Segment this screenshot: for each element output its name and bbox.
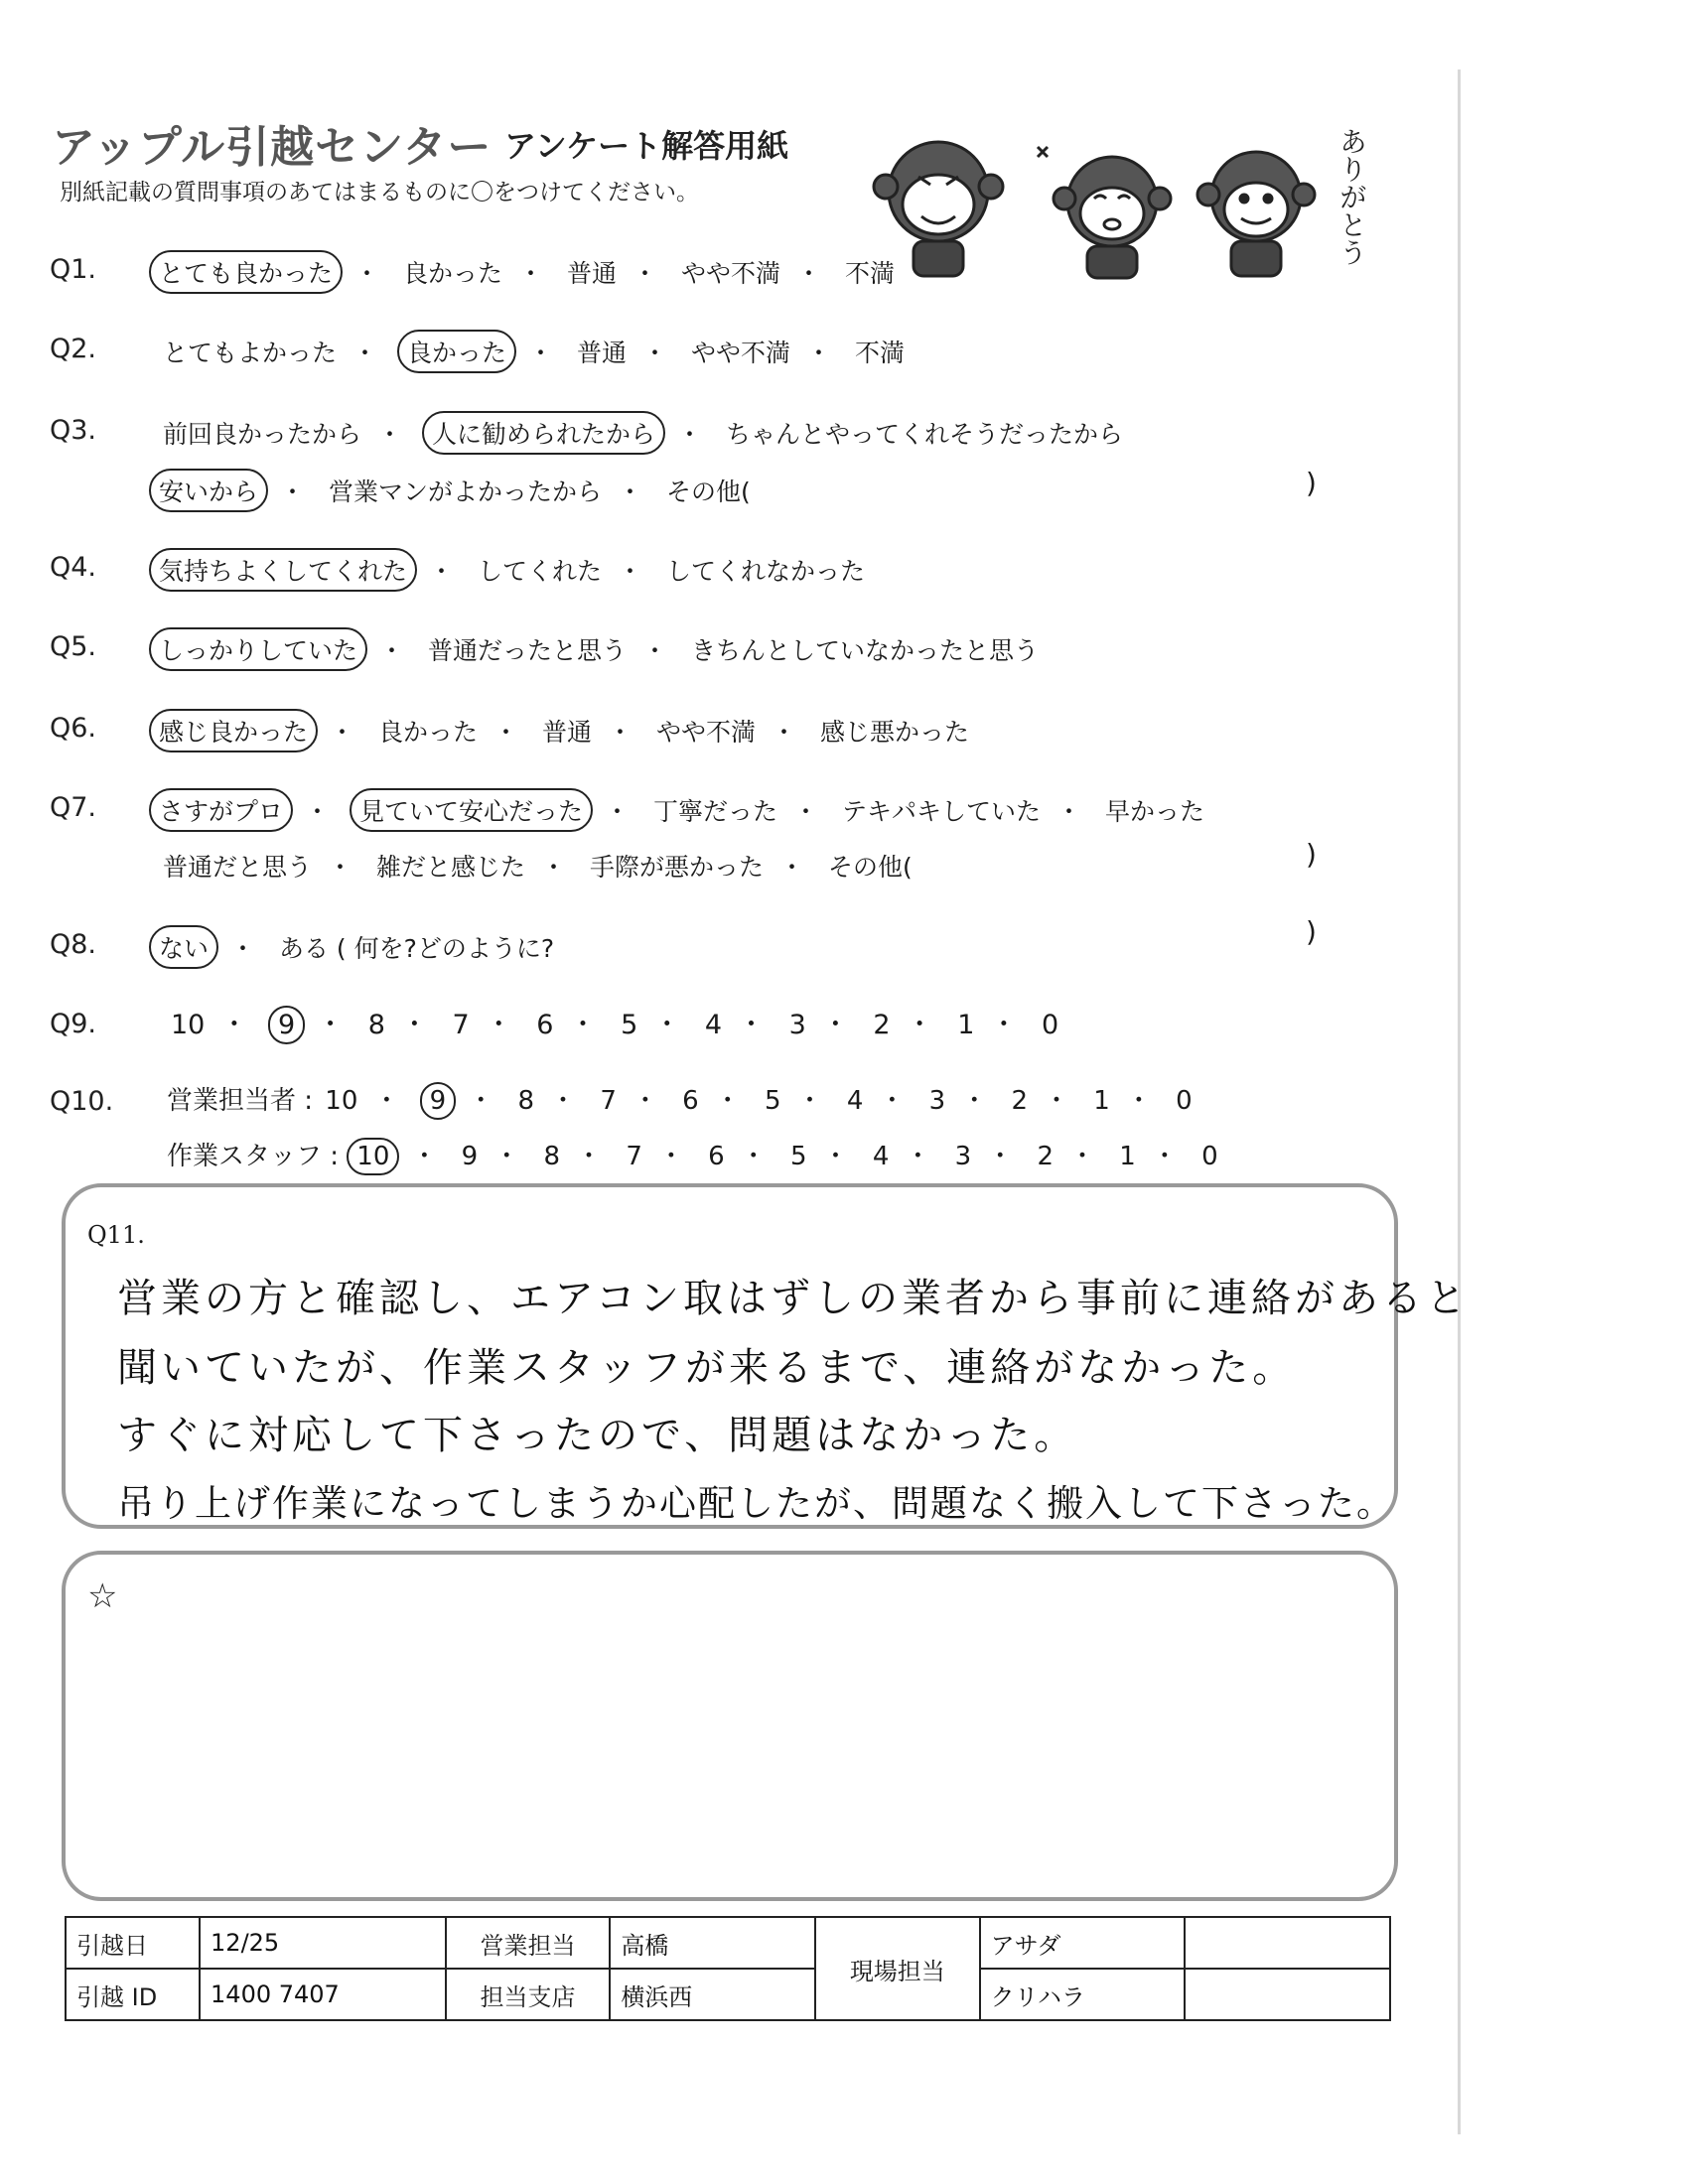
q3-option-selected[interactable]: 人に勧められたから [422, 411, 665, 455]
q11-line: 聞いていたが、作業スタッフが来るまで、連絡がなかった。 [117, 1345, 1297, 1391]
q9-score[interactable]: 2 [873, 1010, 891, 1040]
field-staff-extra-cell[interactable] [1185, 1917, 1390, 1969]
free-comment-box[interactable] [62, 1551, 1398, 1901]
field-staff-label: 現場担当 [815, 1917, 980, 2020]
q11-label: Q11. [87, 1221, 145, 1249]
form-subtitle: アンケート解答用紙 [504, 127, 789, 165]
q1-option[interactable]: 不満 [844, 259, 895, 288]
q2-option[interactable]: 不満 [854, 339, 905, 367]
q10-staff-score[interactable]: 9 [461, 1142, 479, 1171]
monkey-mascot-right-icon [1197, 152, 1315, 276]
q10-sales-score[interactable]: 4 [846, 1086, 864, 1116]
q5-number: Q5. [50, 631, 97, 662]
q6-option[interactable]: 良かった [377, 718, 478, 747]
q2-option[interactable]: とてもよかった [163, 339, 338, 367]
q3-option[interactable]: 営業マンがよかったから [328, 478, 602, 506]
move-id-label: 引越 ID [66, 1969, 200, 2020]
sales-rep-label: 営業担当 [446, 1917, 611, 1969]
q10-sales-score[interactable]: 8 [517, 1086, 535, 1116]
q10-sales-label: 営業担当者 : [167, 1086, 314, 1116]
q6-option[interactable]: やや不満 [655, 718, 756, 747]
q2-options: とてもよかった ・ 良かった ・ 普通 ・ やや不満 ・ 不満 [159, 330, 909, 373]
q7-option-selected[interactable]: 見ていて安心だった [350, 788, 593, 832]
q1-option-selected[interactable]: とても良かった [149, 250, 343, 294]
field-staff-extra-cell[interactable] [1185, 1969, 1390, 2020]
q9-score[interactable]: 7 [452, 1010, 470, 1040]
field-staff-value[interactable]: アサダ [980, 1917, 1186, 1969]
q2-option-selected[interactable]: 良かった [397, 330, 516, 373]
instruction-text: 別紙記載の質問事項のあてはまるものに〇をつけてください。 [60, 180, 699, 205]
q5-options: しっかりしていた ・ 普通だったと思う ・ きちんとしていなかったと思う [149, 627, 1043, 671]
q10-staff-score[interactable]: 1 [1119, 1142, 1136, 1171]
q10-staff-score[interactable]: 0 [1201, 1142, 1218, 1171]
mascot-thanks-text: ありがとう [1336, 127, 1368, 266]
branch-value[interactable]: 横浜西 [610, 1969, 815, 2020]
q6-option[interactable]: 感じ悪かった [819, 718, 969, 747]
q10-sales-score[interactable]: 2 [1011, 1086, 1029, 1116]
q3-options-line2: 安いから ・ 営業マンがよかったから ・ その他( [149, 469, 755, 512]
q10-staff-score[interactable]: 6 [708, 1142, 725, 1171]
q3-option[interactable]: 前回良かったから [163, 420, 362, 449]
q7-options-line2: 普通だと思う ・ 雑だと感じた ・ 手際が悪かった ・ その他( [159, 846, 916, 886]
company-title: アップル引越センター [52, 122, 492, 173]
move-date-label: 引越日 [66, 1917, 200, 1969]
q10-sales-score[interactable]: 5 [764, 1086, 781, 1116]
q9-number: Q9. [50, 1009, 97, 1039]
q10-sales-scale: 営業担当者 : 10 ・ 9 ・ 8 ・ 7 ・ 6 ・ 5 ・ 4 ・ 3 ・ 2 ・ 1 ・ 0 [167, 1080, 1196, 1120]
footer-info-table [65, 1916, 1391, 2021]
q8-number: Q8. [50, 929, 97, 960]
q3-options-line1: 前回良かったから ・ 人に勧められたから ・ ちゃんとやってくれそうだったから [159, 411, 1127, 455]
q8-option[interactable]: ある ( 何を?どのように? [278, 934, 555, 963]
q4-options: 気持ちよくしてくれた ・ してくれた ・ してくれなかった [149, 548, 869, 592]
q10-staff-score[interactable]: 2 [1037, 1142, 1055, 1171]
q9-score[interactable]: 5 [621, 1010, 638, 1040]
q10-staff-score-selected[interactable]: 10 [347, 1138, 399, 1175]
q1-options: とても良かった ・ 良かった ・ 普通 ・ やや不満 ・ 不満 [149, 250, 899, 294]
q11-line: 吊り上げ作業になってしまうか心配したが、問題なく搬入して下さった。 [117, 1482, 1395, 1525]
q10-staff-score[interactable]: 7 [626, 1142, 642, 1171]
q3-option[interactable]: ちゃんとやってくれそうだったから [725, 420, 1123, 449]
field-staff-value[interactable]: クリハラ [980, 1969, 1186, 2020]
q11-line: 営業の方と確認し、エアコン取はずしの業者から事前に連絡があると [117, 1276, 1470, 1321]
q9-score-selected[interactable]: 9 [268, 1006, 305, 1044]
q9-score[interactable]: 4 [704, 1010, 723, 1040]
q3-option-other[interactable]: その他( [665, 478, 751, 506]
q2-option[interactable]: やや不満 [690, 339, 790, 367]
branch-label: 担当支店 [446, 1969, 611, 2020]
q6-number: Q6. [50, 713, 97, 744]
q7-option[interactable]: 雑だと感じた [375, 853, 525, 882]
q10-sales-score[interactable]: 7 [600, 1086, 617, 1116]
q9-score[interactable]: 8 [367, 1010, 385, 1040]
q10-sales-score[interactable]: 6 [682, 1086, 699, 1116]
q10-staff-score[interactable]: 3 [954, 1142, 972, 1171]
q6-option[interactable]: 普通 [541, 718, 592, 747]
q10-staff-score[interactable]: 5 [789, 1142, 807, 1171]
q7-options-line1: さすがプロ ・ 見ていて安心だった ・ 丁寧だった ・ テキパキしていた ・ 早かった [149, 788, 1208, 832]
q4-option[interactable]: してくれた [477, 557, 602, 586]
q10-sales-score[interactable]: 10 [325, 1086, 358, 1116]
q10-staff-score[interactable]: 4 [872, 1142, 890, 1171]
sales-rep-value[interactable]: 高橋 [610, 1917, 815, 1969]
q8-option-selected[interactable]: ない [149, 925, 218, 969]
q10-staff-label: 作業スタッフ : [167, 1142, 340, 1171]
q9-score[interactable]: 3 [788, 1010, 806, 1040]
q8-close-paren: ) [1306, 915, 1317, 948]
q9-score[interactable]: 10 [171, 1010, 206, 1040]
q6-options: 感じ良かった ・ 良かった ・ 普通 ・ やや不満 ・ 感じ悪かった [149, 709, 973, 752]
q1-option[interactable]: 普通 [566, 259, 617, 288]
q4-option-selected[interactable]: 気持ちよくしてくれた [149, 548, 417, 592]
q2-option[interactable]: 普通 [576, 339, 627, 367]
q6-option-selected[interactable]: 感じ良かった [149, 709, 318, 752]
q9-score[interactable]: 1 [957, 1010, 975, 1040]
q5-option-selected[interactable]: しっかりしていた [149, 627, 367, 671]
monkey-mascots-illustration [864, 117, 1350, 286]
q7-option-selected[interactable]: さすがプロ [149, 788, 293, 832]
move-id-value[interactable]: 1400 7407 [200, 1969, 446, 2020]
q7-option[interactable]: テキパキしていた [841, 797, 1041, 826]
q10-sales-score-selected[interactable]: 9 [420, 1082, 457, 1120]
q5-option[interactable]: 普通だったと思う [427, 636, 627, 665]
move-date-value[interactable]: 12/25 [200, 1917, 446, 1969]
q10-sales-score[interactable]: 3 [928, 1086, 946, 1116]
q1-number: Q1. [50, 254, 97, 285]
q2-number: Q2. [50, 334, 97, 364]
q5-option[interactable]: きちんとしていなかったと思う [690, 636, 1039, 665]
monkey-mascot-middle-icon [1038, 147, 1171, 278]
q10-staff-score[interactable]: 8 [543, 1142, 561, 1171]
q3-close-paren: ) [1306, 467, 1317, 499]
q8-options: ない ・ ある ( 何を?どのように? [149, 925, 558, 969]
page-edge [1458, 69, 1461, 2134]
q10-number: Q10. [50, 1086, 114, 1117]
q3-option-selected[interactable]: 安いから [149, 469, 268, 512]
q10-sales-score[interactable]: 0 [1176, 1086, 1193, 1116]
q7-option[interactable]: 丁寧だった [652, 797, 777, 826]
q4-option[interactable]: してくれなかった [665, 557, 865, 586]
q11-line: すぐに対応して下さったので、問題はなかった。 [117, 1413, 1078, 1458]
q4-number: Q4. [50, 552, 97, 583]
q7-option[interactable]: 早かった [1104, 797, 1204, 826]
q9-scale: 10 ・ 9 ・ 8 ・ 7 ・ 6 ・ 5 ・ 4 ・ 3 ・ 2 ・ 1 ・ 0 [167, 1003, 1062, 1044]
q7-close-paren: ) [1306, 838, 1317, 871]
q3-number: Q3. [50, 415, 97, 446]
q7-option[interactable]: 手際が悪かった [589, 853, 764, 882]
q7-option[interactable]: 普通だと思う [163, 853, 313, 882]
q1-option[interactable]: やや不満 [680, 259, 780, 288]
q7-option-other[interactable]: その他( [827, 853, 913, 882]
star-icon: ☆ [87, 1576, 118, 1616]
q7-number: Q7. [50, 792, 97, 823]
q10-sales-score[interactable]: 1 [1093, 1086, 1110, 1116]
q9-score[interactable]: 6 [536, 1010, 554, 1040]
q1-option[interactable]: 良かった [402, 259, 502, 288]
q10-staff-scale: 作業スタッフ : 10 ・ 9 ・ 8 ・ 7 ・ 6 ・ 5 ・ 4 ・ 3 ・ 2 ・ 1 ・ 0 [167, 1136, 1222, 1175]
q9-score[interactable]: 0 [1041, 1010, 1059, 1040]
